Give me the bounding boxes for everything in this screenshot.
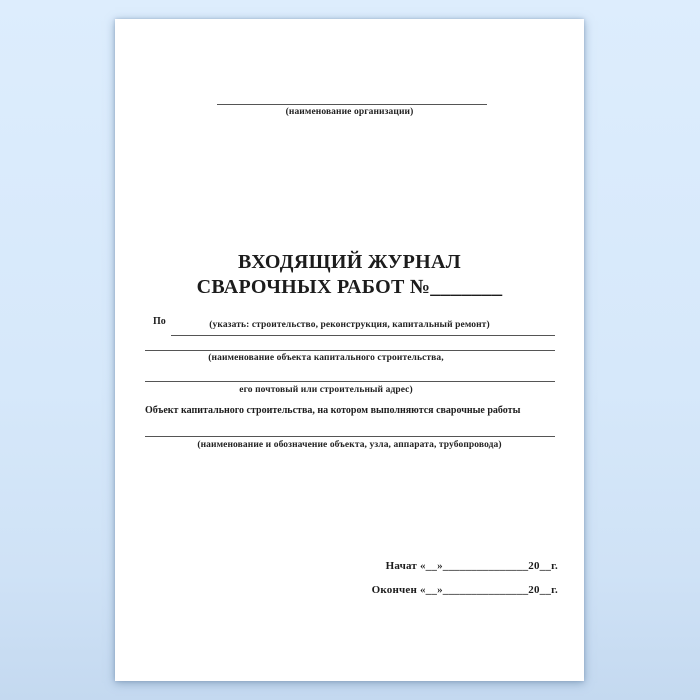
designation-caption: (наименование и обозначение объекта, узла, аппарата, трубопровода) (197, 440, 502, 450)
journal-title (115, 250, 584, 300)
organization-name-blank-line (217, 85, 487, 105)
object-statement: Объект капитального строительства, на котором выполняются сварочные работы (145, 405, 521, 416)
object-address-caption: его почтовый или строительный адрес) (239, 385, 413, 395)
document-page (115, 19, 584, 681)
object-name-caption: (наименование объекта капитального строительства, (208, 353, 444, 363)
po-field-caption: (указать: строительство, реконструкция, капитальный ремонт) (209, 320, 490, 330)
started-date-field: Начат «__»_______________20__г. (385, 560, 558, 572)
object-name-blank-line (145, 331, 555, 351)
organization-name-caption: (наименование организации) (285, 107, 414, 117)
po-field-label: По (153, 316, 166, 327)
journal-title-line1: ВХОДЯЩИЙ ЖУРНАЛ (238, 251, 461, 273)
object-address-blank-line (145, 363, 555, 382)
journal-title-line2: СВАРОЧНЫХ РАБОТ №_______ (196, 276, 503, 298)
finished-date-field: Окончен «__»_______________20__г. (371, 584, 558, 596)
designation-blank-line (145, 418, 555, 437)
